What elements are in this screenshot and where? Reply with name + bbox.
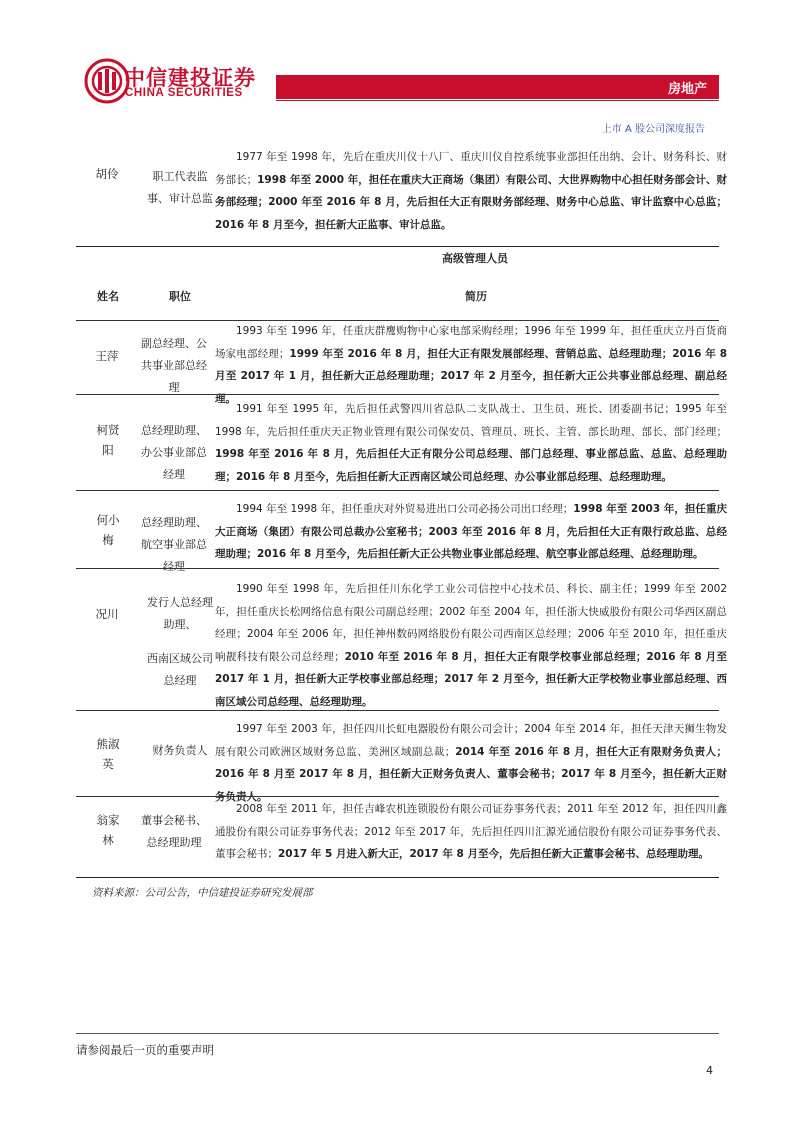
person-role: 董事会秘书、总经理助理 [141,814,207,849]
logo-english-text: CHINA SECURITIES [125,87,243,99]
person-bio: 2008 年至 2011 年，担任吉峰农机连锁股份有限公司证券事务代表；2011 年至 2012 年，担任四川鑫通股份有限公司证券事务代表；2012 年至 2017 年，先后担任四川汇源光通信股份有限公司证券事务代表、董事会秘书；2017 年 5 月进入新大正，2017 年 8 月至今，先后担任新大正董事会秘书、总经理助理。 [215,803,727,860]
person-name: 柯贤阳 [96,423,120,457]
section-title: 高级管理人员 [442,252,508,265]
disclaimer-note: 请参阅最后一页的重要声明 [76,1043,214,1057]
table-row [76,710,727,803]
table-row [76,568,728,710]
header-divider [276,100,719,101]
column-header-name: 姓名 [97,290,119,303]
table-row [76,490,727,573]
person-bio: 1994 年至 1998 年，担任重庆对外贸易进出口公司必扬公司出口经理；1998 年至 2003 年，担任重庆大正商场（集团）有限公司总裁办公室秘书；2003 年至 2016 年 8 月，先后担任大正有限行政总监、总经理助理；2016 年 8 月至今，先后担任新大正公共物业事业部总经理、航空事业部总经理、总经理助理。 [215,503,727,560]
source-note: 资料来源：公司公告，中信建投证券研究发展部 [92,887,313,899]
sector-label: 房地产 [667,82,707,97]
page-number: 4 [706,1064,713,1077]
person-role: 总经理助理、办公事业部总经理 [141,424,207,481]
person-bio: 1990 年至 1998 年，先后担任川东化学工业公司信控中心技术员、科长、副主任；1999 年至 2002 年，担任重庆长松网络信息有限公司副总经理；2002 年至 2004 年，担任浙大快威股份有限公司华西区副总经理；2004 年至 2006 年，担任神州数码网络股份有限公司西南区总经理；2006 年至 2010 年，担任重庆响靓科技有限公司总经理；2010 年至 2016 年 8 月，担任大正有限学校事业部总经理；2016 年 8 月至 2017 年 1 月，担任新大正学校事业部总经理；2017 年 2 月至今，担任新大正学校物业事业部总经理、西南区域公司总经理、总经理助理。 [215,583,728,708]
person-role: 副总经理、公共事业部总经理 [141,337,207,394]
person-name: 胡伶 [95,167,119,181]
supervisor-row [76,144,728,244]
person-name: 熊淑英 [96,737,120,771]
table-bottom-rule [76,877,719,878]
person-role-line1: 发行人总经理助理、 [147,596,213,631]
person-role: 职工代表监事、审计总监 [147,170,213,205]
person-role: 财务负责人 [152,744,208,757]
table-rule [76,246,719,247]
person-name: 何小梅 [96,513,120,547]
person-role: 总经理助理、航空事业部总经理 [141,516,207,573]
table-row [76,796,727,876]
person-bio: 1993 年至 1996 年，任重庆群鹰购物中心家电部采购经理；1996 年至 1999 年，担任重庆立丹百货商场家电部经理；1999 年至 2016 年 8 月，担任大正有限发展部经理、营销总监、总经理助理；2016 年 8 月至 2017 年 1 月，担任新大正总经理助理；2017 年 2 月至今，担任新大正公共事业部总经理、副总经理。 [215,325,728,405]
report-type: 上市 A 股公司深度报告 [601,124,705,135]
person-name: 翁家林 [96,813,120,847]
person-name: 况川 [95,607,119,621]
footer-divider [76,1033,719,1034]
person-role-line2: 西南区域公司总经理 [147,652,213,687]
person-name: 王萍 [95,349,119,363]
column-header-role: 职位 [169,290,191,303]
table-row [76,320,728,405]
column-header-bio: 简历 [465,290,487,303]
person-bio: 1991 年至 1995 年，先后担任武警四川省总队二支队战士、卫生员、班长、团委副书记；1995 年至 1998 年，先后担任重庆天正物业管理有限公司保安员、管理员、班长、主管、部长助理、部长、部门经理；1998 年至 2016 年 8 月，先后担任大正有限分公司总经理、部门总经理、事业部总监、总监、总经理助理；2016 年 8 月至今，先后担任新大正西南区域公司总经理、办公事业部总经理、总经理助理。 [215,403,727,483]
table-row [76,394,727,490]
person-bio: 1997 年至 2003 年，担任四川长虹电器股份有限公司会计；2004 年至 2014 年，担任天津天狮生物发展有限公司欧洲区域财务总监、美洲区域副总裁；2014 年至 2016 年 8 月，担任大正有限财务负责人；2016 年 8 月至 2017 年 8 月，担任新大正财务负责人、董事会秘书；2017 年 8 月至今，担任新大正财务负责人。 [215,723,727,803]
person-bio: 1977 年至 1998 年，先后在重庆川仪十八厂、重庆川仪自控系统事业部担任出纳、会计、财务科长、财务部长；1998 年至 2000 年，担任在重庆大正商场（集团）有限公司、大世界购物中心担任财务部会计、财务部经理；2000 年至 2016 年 8 月，先后担任大正有限财务部经理、财务中心总监、审计监察中心总监；2016 年 8 月至今，担任新大正监事、审计总监。 [215,151,728,231]
sector-banner [276,75,719,99]
logo-chinese-text: 中信建投证券 [124,66,256,90]
